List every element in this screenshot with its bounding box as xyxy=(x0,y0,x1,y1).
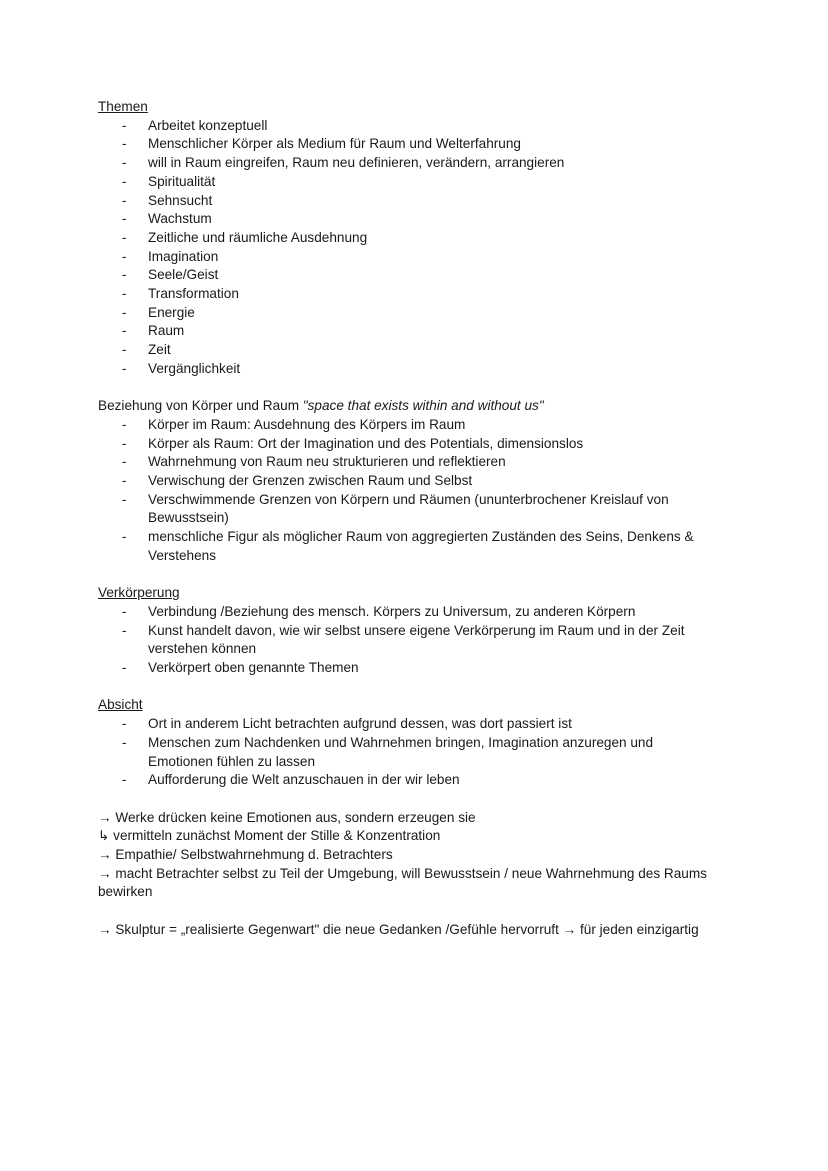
list-item: - Arbeitet konzeptuell xyxy=(98,117,708,136)
list-item: - menschliche Figur als möglicher Raum von aggregierten Zuständen des Seins, Denkens & Verstehens xyxy=(98,528,708,565)
section-heading-themen: Themen xyxy=(98,99,148,114)
list-item: - Seele/Geist xyxy=(98,266,708,285)
section-heading-beziehung xyxy=(98,397,738,416)
spacer xyxy=(98,902,738,921)
list-item: - Verwischung der Grenzen zwischen Raum und Selbst xyxy=(98,472,708,491)
list-item: - will in Raum eingreifen, Raum neu definieren, verändern, arrangieren xyxy=(98,154,708,173)
section-heading-absicht: Absicht xyxy=(98,697,143,713)
spacer xyxy=(98,790,738,809)
note-line: → macht Betrachter selbst zu Teil der Umgebung, will Bewusstsein / neue Wahrnehmung des Raums bewirken xyxy=(98,865,707,900)
list-item: - Transformation xyxy=(98,285,708,304)
list-item: - Verkörpert oben genannte Themen xyxy=(98,659,708,678)
spacer xyxy=(98,379,738,398)
list-item: - Vergänglichkeit xyxy=(98,360,708,379)
final-note: → Skulptur = „realisierte Gegenwart" die neue Gedanken /Gefühle hervorruft → für jeden einzigartig xyxy=(98,921,699,937)
spacer xyxy=(98,678,738,697)
list-item: - Aufforderung die Welt anzuschauen in der wir leben xyxy=(98,771,708,790)
note-line: → Werke drücken keine Emotionen aus, sondern erzeugen sie xyxy=(98,809,476,825)
list-item: - Wachstum xyxy=(98,210,708,229)
absicht-list xyxy=(98,715,738,790)
verkoerperung-list xyxy=(98,603,738,678)
spacer xyxy=(98,566,738,585)
list-item: - Zeit xyxy=(98,341,708,360)
note-line: ↳ vermitteln zunächst Moment der Stille & Konzentration xyxy=(98,828,441,844)
list-item: - Körper im Raum: Ausdehnung des Körpers im Raum xyxy=(98,416,708,435)
list-item: - Energie xyxy=(98,304,708,323)
list-item: - Sehnsucht xyxy=(98,192,708,211)
section-heading-verkoerperung: Verkörperung xyxy=(98,585,180,601)
heading-text: Beziehung von Körper und Raum xyxy=(98,398,303,414)
list-item: - Menschen zum Nachdenken und Wahrnehmen bringen, Imagination anzuregen und Emotionen fühlen zu lassen xyxy=(98,734,708,771)
beziehung-list xyxy=(98,416,738,566)
list-item: - Verbindung /Beziehung des mensch. Körpers zu Universum, zu anderen Körpern xyxy=(98,603,708,622)
list-item: - Spiritualität xyxy=(98,173,708,192)
list-item: - Körper als Raum: Ort der Imagination und des Potentials, dimensionslos xyxy=(98,435,708,454)
list-item: - Wahrnehmung von Raum neu strukturieren und reflektieren xyxy=(98,453,708,472)
list-item: - Kunst handelt davon, wie wir selbst unsere eigene Verkörperung im Raum und in der Zeit verstehen können xyxy=(98,622,708,659)
note-line: → Empathie/ Selbstwahrnehmung d. Betrachters xyxy=(98,847,393,862)
themen-list xyxy=(98,117,738,379)
list-item: - Zeitliche und räumliche Ausdehnung xyxy=(98,229,708,248)
document-page xyxy=(98,98,738,940)
list-item: - Imagination xyxy=(98,248,708,267)
list-item: - Verschwimmende Grenzen von Körpern und Räumen (ununterbrochener Kreislauf von Bewusstsein) xyxy=(98,491,708,528)
heading-quote: "space that exists within and without us" xyxy=(302,398,544,414)
list-item: - Raum xyxy=(98,322,708,341)
list-item: - Ort in anderem Licht betrachten aufgrund dessen, was dort passiert ist xyxy=(98,715,708,734)
list-item: - Menschlicher Körper als Medium für Raum und Welterfahrung xyxy=(98,135,708,154)
